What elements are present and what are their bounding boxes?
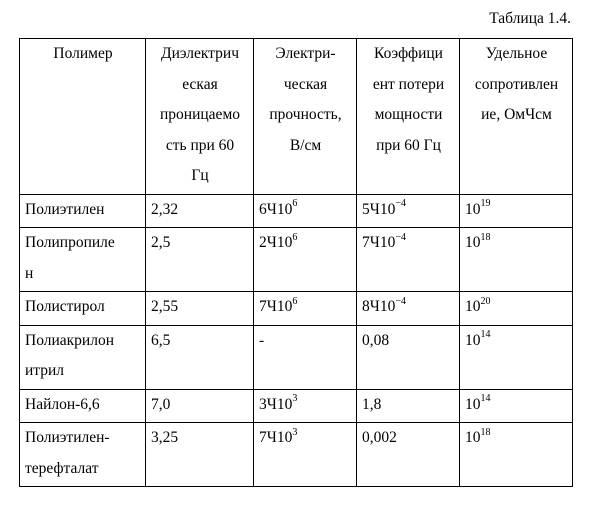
cell-dielectric: 2,5 [146, 228, 254, 292]
header-line: еская [182, 75, 218, 93]
cell-polymer [20, 292, 146, 326]
cell-polymer [20, 228, 146, 292]
polymer-name-line: н [25, 264, 34, 282]
header-line: Коэффици [374, 45, 443, 62]
value-exponent: −4 [395, 231, 406, 243]
cell-loss [357, 423, 460, 487]
cell-resistivity [460, 228, 573, 292]
value-exponent: 19 [480, 198, 491, 210]
cell-dielectric: 3,25 [146, 423, 254, 487]
cell-strength [254, 389, 357, 423]
table-row [20, 194, 573, 228]
polymer-properties-table [19, 38, 573, 487]
value-exponent: 14 [480, 329, 491, 341]
value-base: 10 [465, 331, 481, 349]
header-line: В/см [289, 136, 322, 154]
value-base: 8Ч10 [362, 298, 396, 315]
header-line: сопротивлен [474, 75, 559, 93]
value-exponent: 20 [480, 295, 491, 307]
table-row [20, 228, 573, 292]
header-polymer [20, 39, 146, 195]
polymer-name-line: терефталат [25, 459, 99, 477]
table-header-row [20, 39, 573, 195]
polymer-name-line: Полипропиле [25, 234, 115, 251]
value-base: 3Ч10 [259, 395, 293, 413]
value-exponent: 6 [292, 231, 298, 243]
header-line: ент потери [372, 75, 445, 93]
value-exponent: −4 [395, 198, 406, 210]
cell-strength [254, 423, 357, 487]
header-line: Удельное [485, 45, 548, 62]
value-base: 10 [465, 200, 481, 218]
value-base: 1,8 [362, 395, 382, 413]
cell-resistivity [460, 194, 573, 228]
header-line: Диэлектрич [161, 45, 239, 62]
cell-loss [357, 228, 460, 292]
value-exponent: 14 [480, 393, 491, 405]
value-exponent: 6 [292, 198, 298, 210]
value-base: 10 [465, 429, 481, 446]
header-loss-factor [357, 39, 460, 195]
cell-strength [254, 325, 357, 389]
header-line: сть при 60 [165, 136, 235, 154]
cell-resistivity [460, 292, 573, 326]
table-caption: Таблица 1.4. [489, 10, 571, 27]
header-line: Электри- [275, 45, 336, 62]
value-base: 2Ч10 [259, 234, 293, 251]
header-line: Гц [191, 167, 209, 184]
cell-polymer [20, 325, 146, 389]
cell-loss [357, 292, 460, 326]
cell-polymer [20, 194, 146, 228]
header-line: прочность, [269, 106, 342, 123]
value-base: 10 [465, 234, 481, 251]
table-row [20, 325, 573, 389]
header-line: проницаемо [160, 106, 240, 123]
cell-dielectric: 6,5 [146, 325, 254, 389]
cell-dielectric: 7,0 [146, 389, 254, 423]
value-base: 7Ч10 [259, 298, 293, 315]
cell-strength [254, 292, 357, 326]
cell-dielectric: 2,55 [146, 292, 254, 326]
polymer-name-line: Полиакрилон [25, 331, 115, 349]
cell-strength [254, 228, 357, 292]
cell-polymer [20, 423, 146, 487]
cell-resistivity [460, 389, 573, 423]
value-exponent: 3 [292, 426, 298, 438]
value-base: - [259, 331, 265, 349]
table-row [20, 292, 573, 326]
header-line: ческая [283, 75, 328, 93]
header-dielectric-constant [146, 39, 254, 195]
table-row [20, 423, 573, 487]
value-exponent: 18 [480, 426, 491, 438]
header-dielectric-strength [254, 39, 357, 195]
value-base: 6Ч10 [259, 200, 293, 218]
value-exponent: 3 [292, 393, 298, 405]
cell-loss [357, 194, 460, 228]
header-resistivity [460, 39, 573, 195]
value-base: 0,08 [362, 331, 390, 349]
value-exponent: 18 [480, 231, 491, 243]
value-base: 10 [465, 395, 481, 413]
value-exponent: −4 [395, 295, 406, 307]
polymer-name-line: Полиэтилен [25, 200, 105, 218]
polymer-name-line: Найлон-6,6 [25, 395, 100, 413]
cell-loss [357, 325, 460, 389]
polymer-name-line: итрил [25, 362, 65, 379]
value-base: 7Ч10 [362, 234, 396, 251]
cell-dielectric: 2,32 [146, 194, 254, 228]
polymer-name-line: Полистирол [25, 298, 105, 315]
header-line: Полимер [53, 45, 113, 62]
cell-resistivity [460, 325, 573, 389]
value-exponent: 6 [292, 295, 298, 307]
polymer-name-line: Полиэтилен- [25, 429, 110, 446]
value-base: 0,002 [362, 429, 397, 446]
header-line: при 60 Гц [376, 136, 441, 154]
value-base: 10 [465, 298, 481, 315]
cell-loss [357, 389, 460, 423]
cell-resistivity [460, 423, 573, 487]
value-base: 5Ч10 [362, 200, 396, 218]
table-row [20, 389, 573, 423]
header-line: мощности [374, 106, 443, 123]
cell-polymer [20, 389, 146, 423]
value-base: 7Ч10 [259, 429, 293, 446]
header-line: ие, ОмЧсм [481, 106, 552, 123]
cell-strength [254, 194, 357, 228]
